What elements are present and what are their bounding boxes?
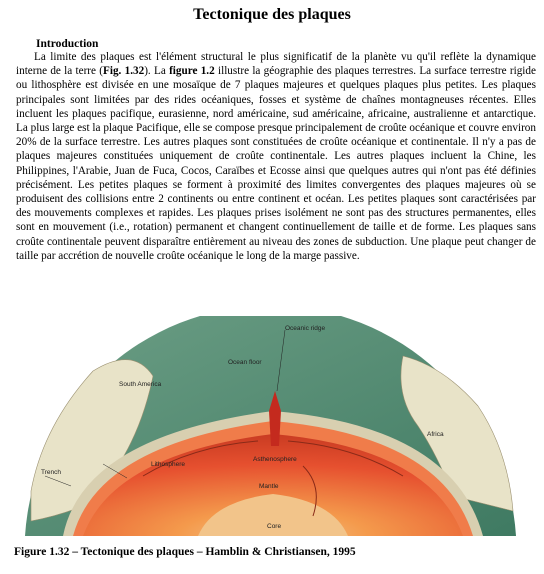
paragraph-text-2: ). La bbox=[144, 65, 170, 78]
intro-paragraph bbox=[16, 50, 536, 263]
plate-tectonics-figure bbox=[23, 316, 518, 536]
plate-tectonics-illustration bbox=[23, 316, 518, 536]
figure-reference-2: figure 1.2 bbox=[169, 65, 215, 78]
label-lithosphere: Lithosphere bbox=[151, 461, 185, 468]
paragraph-text-1: La limite des plaques est l'élément structural le plus significatif de la planète vu qu'il reflète la dynamique interne de la terre ( bbox=[16, 51, 536, 78]
label-trench: Trench bbox=[41, 469, 61, 476]
figure-reference-1: Fig. 1.32 bbox=[103, 65, 145, 78]
label-ocean-floor: Ocean floor bbox=[228, 359, 262, 366]
label-asthenosphere: Asthenosphere bbox=[253, 456, 297, 463]
label-core: Core bbox=[267, 523, 282, 530]
label-mantle: Mantle bbox=[259, 483, 279, 490]
page-title: Tectonique des plaques bbox=[193, 6, 351, 23]
label-south-america: South America bbox=[119, 381, 162, 388]
section-heading: Introduction bbox=[36, 38, 99, 50]
figure-caption: Figure 1.32 – Tectonique des plaques – Hamblin & Christiansen, 1995 bbox=[14, 546, 356, 558]
paragraph-text-3: illustre la géographie des plaques terrestres. La surface terrestre rigide ou lithosphère est divisée en une mosaïque de 7 plaques majeures et quelques plaques plus petites. Les plaques principales sont limitées par des rides océaniques, fosses et système de chaînes montagneuses récentes. Elles incluent les plaques pacifique, eurasienne, nord américaine, sud américaine, africaine, australienne et antarctique. La plus large est la plaque Pacifique, elle se compose presque principalement de croûte océanique et couvre environ 20% de la surface terrestre. Les autres plaques sont constituées de croûte océanique et continentale. Il n'y a pas de plaques majeures constituées uniquement de croûte continentale. Les autres plaques incluent la Chine, les Philippines, l'Arabie, Juan de Fuca, Cocos, Caraïbes et Ecosse ainsi que quelques autres qui n'ont pas été définies précisément. Les petites plaques se forment à proximité des limites convergentes des plaques majeures où se produisent des collisions entre 2 continents ou entre continent et océan. Les petites plaques sont caractérisées par des mouvements complexes et rapides. Les plaques prises isolément ne sont pas des structures permanentes, elles sont en mouvement (i.e., rotation) permanent et changent continuellement de taille et de forme. Les plaques sans croûte continentale peuvent disparaître entièrement au niveau des zones de subduction. Une plaque peut changer de taille par accrétion de nouvelle croûte océanique le long de la marge passive. bbox=[16, 65, 536, 262]
label-africa: Africa bbox=[427, 431, 444, 438]
label-oceanic-ridge: Oceanic ridge bbox=[285, 325, 326, 332]
